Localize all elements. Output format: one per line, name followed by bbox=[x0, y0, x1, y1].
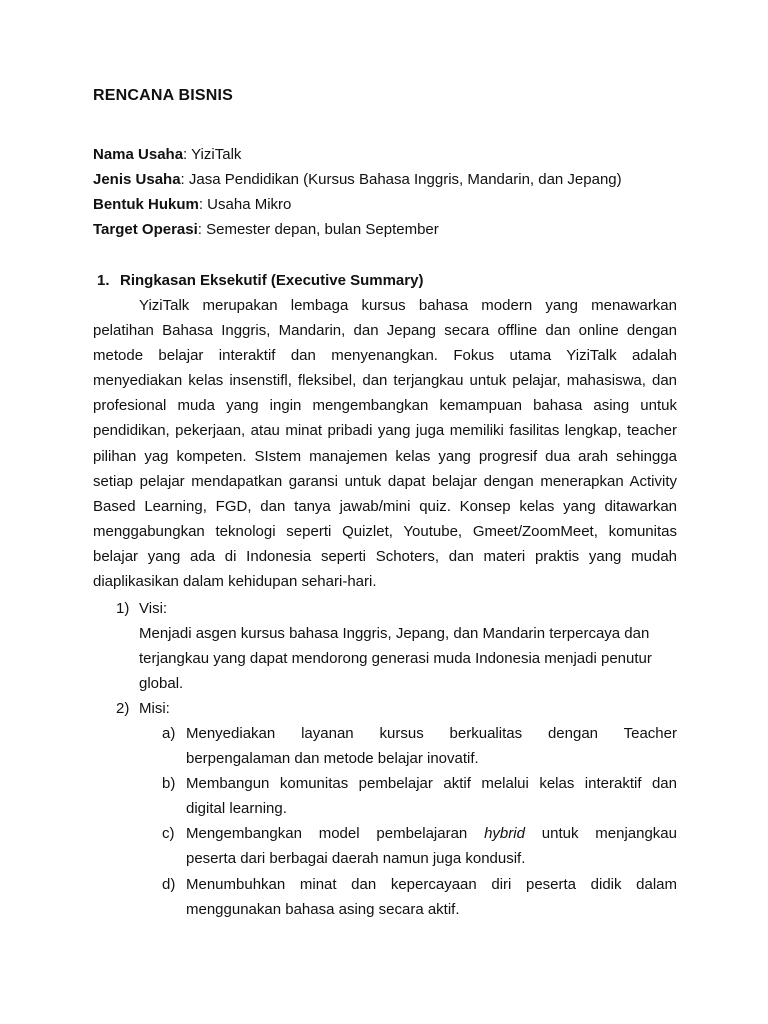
executive-summary-paragraph: YiziTalk merupakan lembaga kursus bahasa modern yang menawarkan pelatihan Bahasa Inggris, Mandarin, dan Jepang secara offline dan online dengan metode belajar interaktif dan menyenangkan. Fokus utama YiziTalk adalah menyediakan kelas insenstifl, fleksibel, dan terjangkau untuk pelajar, mahasiswa, dan profesional muda yang ingin mengembangkan kemampuan bahasa asing untuk pendidikan, pekerjaan, atau minat pribadi yang juga memiliki fasilitas lengkap, teacher pilihan yag kompeten. SIstem manajemen kelas yang progresif dua arah sehingga setiap pelajar mendapatkan garansi untuk dapat belajar dengan menerapkan Activity Based Learning, FGD, dan tanya jawab/mini quiz. Konsep kelas yang ditawarkan menggabungkan teknologi seperti Quizlet, Youtube, Gmeet/ZoomMeet, komunitas belajar yang ada di Indonesia seperti Schoters, dan materi praktis yang mudah diaplikasikan dalam kehidupan sehari-hari. bbox=[93, 297, 677, 591]
list-item-line1: Menumbuhkan minat dan kepercayaan diri peserta didik dalam bbox=[186, 875, 677, 893]
list-item-line1: Membangun komunitas pembelajar aktif melalui kelas interaktif dan bbox=[186, 775, 677, 793]
list-item bbox=[162, 872, 677, 922]
document-title: RENCANA BISNIS bbox=[93, 87, 233, 104]
business-info bbox=[93, 142, 622, 242]
section-heading bbox=[97, 268, 423, 293]
list-item-line2: digital learning. bbox=[186, 800, 287, 818]
list-item-line2: berpengalaman dan metode belajar inovatif. bbox=[186, 750, 479, 768]
info-label: Bentuk Hukum bbox=[93, 196, 199, 213]
info-row-jenis-usaha bbox=[93, 167, 622, 192]
misi-number: 2) bbox=[116, 700, 130, 717]
list-item-letter: b) bbox=[162, 775, 176, 793]
misi-list bbox=[162, 721, 677, 922]
section-title: Ringkasan Eksekutif (Executive Summary) bbox=[120, 272, 424, 289]
info-label: Nama Usaha bbox=[93, 146, 184, 163]
misi-heading bbox=[116, 696, 170, 721]
line1-post: untuk menjangkau bbox=[524, 825, 677, 843]
list-item bbox=[162, 771, 677, 821]
list-item-line2: peserta dari berbagai daerah namun juga kondusif. bbox=[186, 850, 526, 868]
info-row-bentuk-hukum bbox=[93, 192, 622, 217]
list-item-line2: menggunakan bahasa asing secara aktif. bbox=[186, 900, 460, 918]
info-value: : Usaha Mikro bbox=[198, 196, 292, 213]
list-item-letter: d) bbox=[162, 875, 176, 893]
list-item-line1 bbox=[186, 821, 677, 846]
info-label: Target Operasi bbox=[93, 221, 198, 238]
hybrid-emphasis: hybrid bbox=[484, 825, 525, 843]
info-value: : Jasa Pendidikan (Kursus Bahasa Inggris, Mandarin, dan Jepang) bbox=[180, 171, 622, 188]
section-number: 1. bbox=[97, 272, 110, 289]
misi-label: Misi: bbox=[139, 700, 170, 717]
list-item-line1: Menyediakan layanan kursus berkualitas dengan Teacher bbox=[186, 725, 677, 742]
visi-heading bbox=[116, 596, 167, 621]
visi-text: Menjadi asgen kursus bahasa Inggris, Jepang, dan Mandarin terpercaya dan terjangkau yang dapat mendorong generasi muda Indonesia menjadi penutur global. bbox=[139, 625, 652, 693]
info-value: : YiziTalk bbox=[183, 146, 242, 163]
list-item bbox=[162, 721, 677, 771]
info-value: : Semester depan, bulan September bbox=[197, 221, 439, 238]
info-row-target-operasi bbox=[93, 217, 622, 242]
list-item bbox=[162, 821, 677, 871]
visi-number: 1) bbox=[116, 600, 130, 617]
visi-label: Visi: bbox=[139, 600, 168, 617]
info-row-nama-usaha bbox=[93, 142, 622, 167]
line1-pre: Mengembangkan model pembelajaran bbox=[186, 825, 485, 843]
list-item-letter: a) bbox=[162, 725, 176, 742]
list-item-letter: c) bbox=[162, 825, 175, 843]
info-label: Jenis Usaha bbox=[93, 171, 181, 188]
